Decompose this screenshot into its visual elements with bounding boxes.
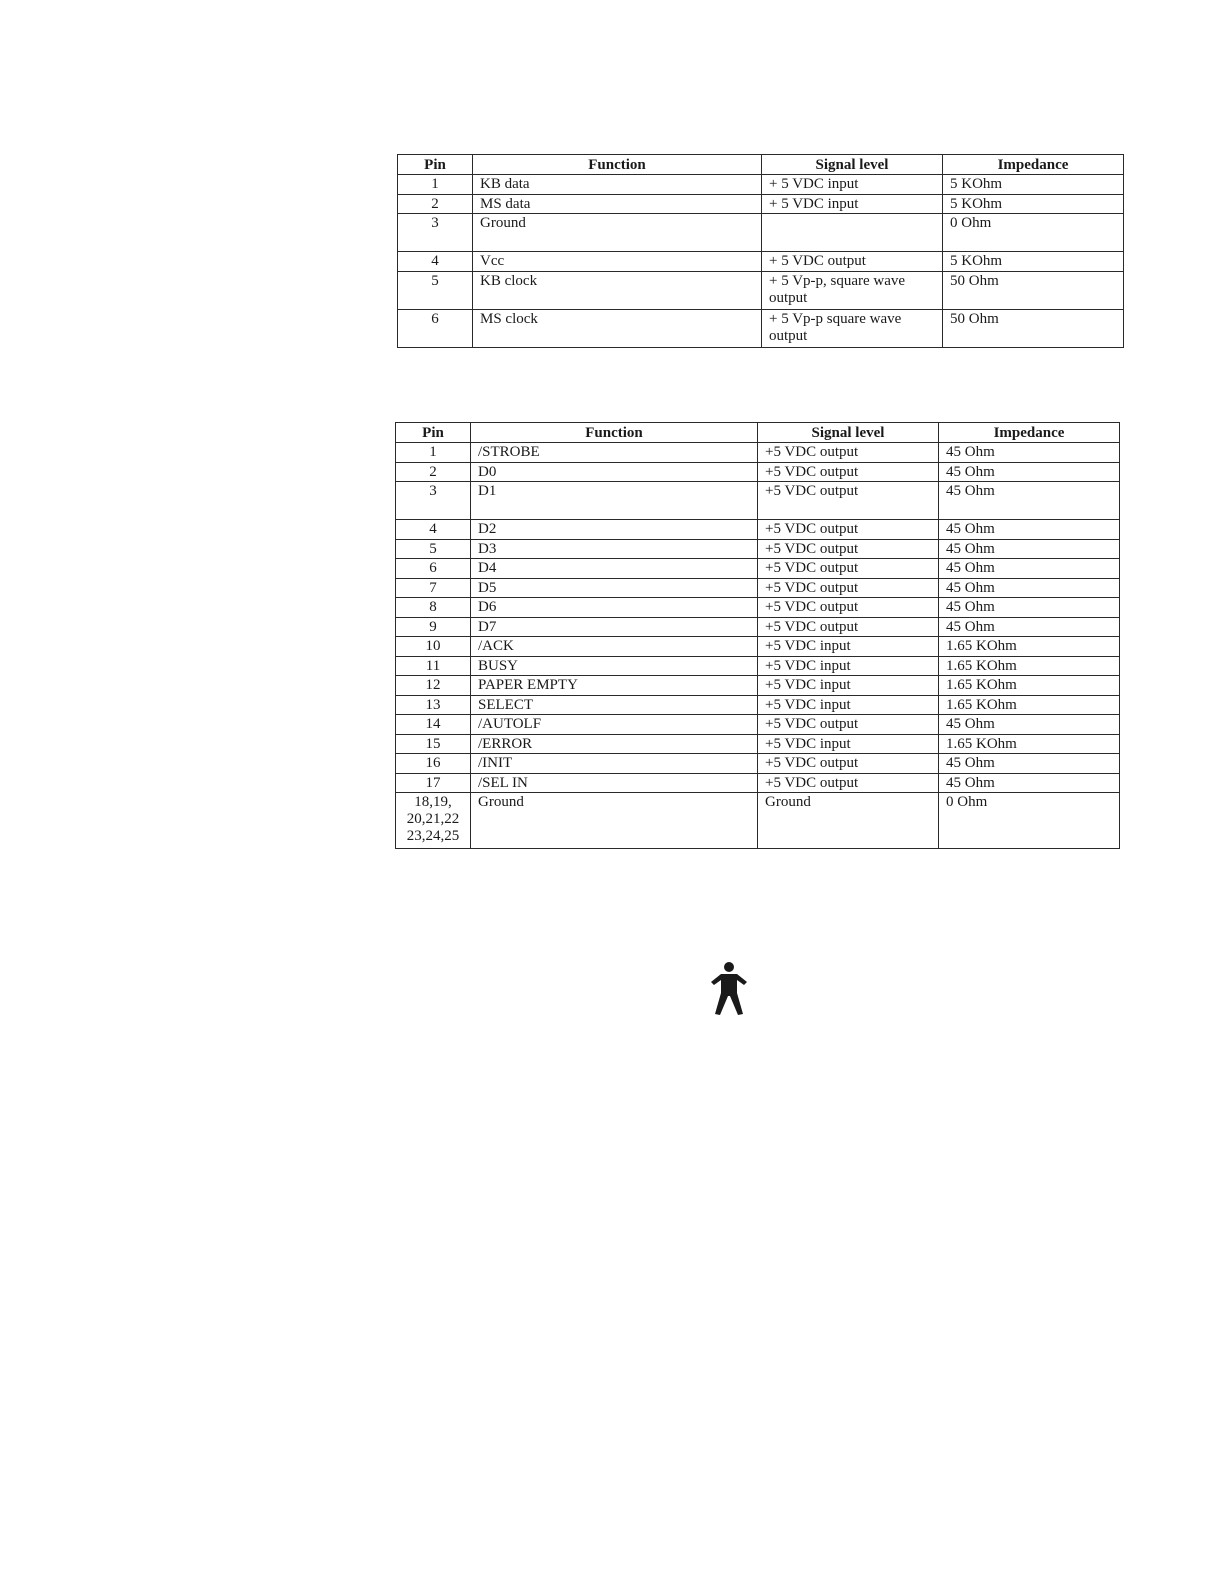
cell-pin: 4: [396, 520, 471, 540]
header-function: Function: [473, 155, 762, 175]
table-row: [396, 676, 1120, 696]
cell-function: D0: [471, 462, 758, 482]
table-row: [398, 194, 1124, 214]
cell-function: MS data: [473, 194, 762, 214]
header-impedance: Impedance: [943, 155, 1124, 175]
cell-function: D2: [471, 520, 758, 540]
table-row: [396, 443, 1120, 463]
cell-signal-level: +5 VDC input: [758, 676, 939, 696]
cell-pin: 2: [396, 462, 471, 482]
cell-signal-level: +5 VDC input: [758, 637, 939, 657]
cell-pin: 3: [396, 482, 471, 520]
table-row: [396, 462, 1120, 482]
cell-signal-level: +5 VDC output: [758, 773, 939, 793]
cell-function: BUSY: [471, 656, 758, 676]
cell-function: D6: [471, 598, 758, 618]
cell-signal-level: +5 VDC output: [758, 520, 939, 540]
cell-impedance: 1.65 KOhm: [939, 676, 1120, 696]
table-row: [398, 214, 1124, 252]
table-row: [396, 520, 1120, 540]
cell-impedance: 50 Ohm: [943, 271, 1124, 309]
cell-impedance: 45 Ohm: [939, 773, 1120, 793]
cell-pin: 12: [396, 676, 471, 696]
table-row: [396, 734, 1120, 754]
cell-function: /ACK: [471, 637, 758, 657]
table-row: [398, 252, 1124, 272]
cell-function: /ERROR: [471, 734, 758, 754]
header-signal-level: Signal level: [762, 155, 943, 175]
table-row: [396, 695, 1120, 715]
cell-impedance: 0 Ohm: [939, 793, 1120, 849]
cell-impedance: 1.65 KOhm: [939, 695, 1120, 715]
cell-pin: 13: [396, 695, 471, 715]
cell-impedance: 0 Ohm: [943, 214, 1124, 252]
cell-signal-level: +5 VDC output: [758, 462, 939, 482]
table-row: [396, 656, 1120, 676]
cell-function: /AUTOLF: [471, 715, 758, 735]
cell-signal-level: +5 VDC output: [758, 482, 939, 520]
cell-function: /INIT: [471, 754, 758, 774]
table-row: [396, 539, 1120, 559]
table-row: [396, 578, 1120, 598]
header-function: Function: [471, 423, 758, 443]
cell-function: /SEL IN: [471, 773, 758, 793]
cell-impedance: 5 KOhm: [943, 175, 1124, 195]
header-impedance: Impedance: [939, 423, 1120, 443]
cell-signal-level: +5 VDC input: [758, 695, 939, 715]
table-row: [396, 598, 1120, 618]
cell-pin: 10: [396, 637, 471, 657]
cell-pin: 4: [398, 252, 473, 272]
cell-impedance: 50 Ohm: [943, 309, 1124, 347]
cell-impedance: 1.65 KOhm: [939, 656, 1120, 676]
header-pin: Pin: [396, 423, 471, 443]
cell-impedance: 1.65 KOhm: [939, 637, 1120, 657]
cell-signal-level: +5 VDC input: [758, 656, 939, 676]
table-row: [396, 793, 1120, 849]
cell-function: MS clock: [473, 309, 762, 347]
cell-signal-level: +5 VDC input: [758, 734, 939, 754]
parallel-port-pinout-table: [395, 422, 1120, 849]
cell-pin: 5: [398, 271, 473, 309]
cell-impedance: 45 Ohm: [939, 754, 1120, 774]
cell-pin: 6: [396, 559, 471, 579]
cell-signal-level: + 5 VDC input: [762, 175, 943, 195]
cell-pin: 8: [396, 598, 471, 618]
cell-impedance: 45 Ohm: [939, 715, 1120, 735]
header-pin: Pin: [398, 155, 473, 175]
cell-impedance: 45 Ohm: [939, 598, 1120, 618]
cell-pin: 15: [396, 734, 471, 754]
cell-impedance: 45 Ohm: [939, 443, 1120, 463]
table-row: [396, 559, 1120, 579]
cell-signal-level: + 5 VDC input: [762, 194, 943, 214]
cell-impedance: 45 Ohm: [939, 539, 1120, 559]
cell-impedance: 45 Ohm: [939, 559, 1120, 579]
cell-signal-level: [762, 214, 943, 252]
cell-signal-level: +5 VDC output: [758, 715, 939, 735]
table-row: [396, 715, 1120, 735]
cell-signal-level: + 5 Vp-p, square wave output: [762, 271, 943, 309]
cell-impedance: 45 Ohm: [939, 462, 1120, 482]
cell-signal-level: +5 VDC output: [758, 617, 939, 637]
table-row: [398, 271, 1124, 309]
cell-function: KB data: [473, 175, 762, 195]
cell-pin: 18,19, 20,21,22 23,24,25: [396, 793, 471, 849]
type-b-applied-part-icon: [706, 960, 752, 1016]
cell-signal-level: Ground: [758, 793, 939, 849]
cell-impedance: 45 Ohm: [939, 520, 1120, 540]
cell-function: D1: [471, 482, 758, 520]
cell-pin: 9: [396, 617, 471, 637]
cell-signal-level: +5 VDC output: [758, 578, 939, 598]
cell-impedance: 45 Ohm: [939, 482, 1120, 520]
table-row: [396, 773, 1120, 793]
cell-pin: 1: [398, 175, 473, 195]
table-row: [398, 309, 1124, 347]
cell-signal-level: +5 VDC output: [758, 539, 939, 559]
table-row: [396, 617, 1120, 637]
cell-pin: 14: [396, 715, 471, 735]
cell-function: D5: [471, 578, 758, 598]
cell-signal-level: + 5 VDC output: [762, 252, 943, 272]
cell-impedance: 45 Ohm: [939, 578, 1120, 598]
cell-pin: 17: [396, 773, 471, 793]
cell-pin: 7: [396, 578, 471, 598]
cell-impedance: 1.65 KOhm: [939, 734, 1120, 754]
table-row: [396, 754, 1120, 774]
cell-signal-level: +5 VDC output: [758, 443, 939, 463]
cell-pin: 16: [396, 754, 471, 774]
cell-pin: 5: [396, 539, 471, 559]
cell-pin: 3: [398, 214, 473, 252]
cell-function: KB clock: [473, 271, 762, 309]
cell-function: Vcc: [473, 252, 762, 272]
cell-function: D7: [471, 617, 758, 637]
cell-pin: 6: [398, 309, 473, 347]
table-header-row: [396, 423, 1120, 443]
table-row: [398, 175, 1124, 195]
cell-signal-level: +5 VDC output: [758, 754, 939, 774]
cell-signal-level: +5 VDC output: [758, 598, 939, 618]
cell-pin: 11: [396, 656, 471, 676]
table-header-row: [398, 155, 1124, 175]
cell-impedance: 45 Ohm: [939, 617, 1120, 637]
cell-function: Ground: [471, 793, 758, 849]
cell-pin: 1: [396, 443, 471, 463]
cell-impedance: 5 KOhm: [943, 194, 1124, 214]
cell-function: SELECT: [471, 695, 758, 715]
cell-impedance: 5 KOhm: [943, 252, 1124, 272]
table-row: [396, 482, 1120, 520]
ps2-pinout-table: [397, 154, 1124, 348]
cell-function: D4: [471, 559, 758, 579]
cell-function: Ground: [473, 214, 762, 252]
cell-pin: 2: [398, 194, 473, 214]
cell-function: PAPER EMPTY: [471, 676, 758, 696]
cell-signal-level: +5 VDC output: [758, 559, 939, 579]
cell-function: D3: [471, 539, 758, 559]
cell-signal-level: + 5 Vp-p square wave output: [762, 309, 943, 347]
cell-function: /STROBE: [471, 443, 758, 463]
header-signal-level: Signal level: [758, 423, 939, 443]
table-row: [396, 637, 1120, 657]
